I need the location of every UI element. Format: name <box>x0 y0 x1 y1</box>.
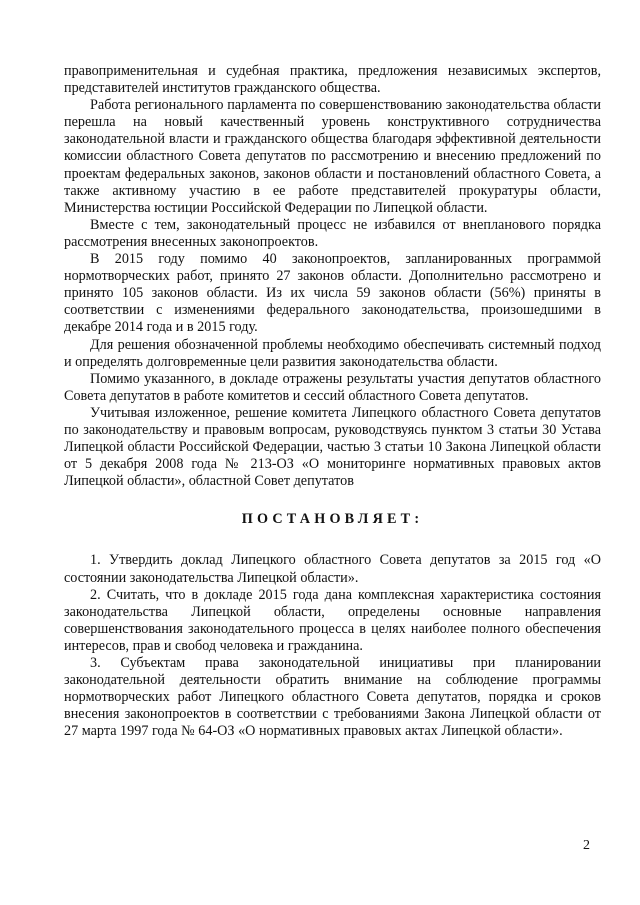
paragraph-2015-statistics: В 2015 году помимо 40 законопроектов, запланированных программой нормотворческих работ, принято 27 законов области. Дополнительно рассмотрено и принято 105 законов области. Из их числа 59 законов области (56%) приняты в соответствии с изменениями федерального законодательства, произошедшими в декабре 2014 года и в 2015 году. <box>64 251 601 336</box>
resolution-heading: ПОСТАНОВЛЯЕТ: <box>241 511 424 528</box>
paragraph-continuation: правоприменительная и судебная практика, предложения независимых экспертов, представителей институтов гражданского общества. <box>64 63 601 97</box>
paragraph-unplanned-process: Вместе с тем, законодательный процесс не избавился от внепланового порядка рассмотрения внесенных законопроектов. <box>64 216 601 250</box>
paragraph-deputies-participation: Помимо указанного, в докладе отражены результаты участия депутатов областного Совета депутатов в работе комитетов и сессий областного Совета депутатов. <box>64 370 601 404</box>
resolution-item-2: 2. Считать, что в докладе 2015 года дана комплексная характеристика состояния законодательства Липецкой области, определены основные направления совершенствования законодательного процесса в целях наиболее полного обеспечения интересов, прав и свобод человека и гражданина. <box>64 586 601 654</box>
resolution-item-3: 3. Субъектам права законодательной инициативы при планировании законодательной деятельности обратить внимание на соблюдение программы нормотворческих работ Липецкого областного Совета депутатов, порядка и сроков внесения законопроектов в соответствии с требованиями Закона Липецкой области от 27 марта 1997 года № 64-ОЗ «О нормативных правовых актах Липецкой области». <box>64 655 601 740</box>
paragraph-systemic-approach: Для решения обозначенной проблемы необходимо обеспечивать системный подход и определять долговременные цели развития законодательства области. <box>64 336 601 370</box>
paragraph-parliament-work: Работа регионального парламента по совершенствованию законодательства области перешла на новый качественный уровень конструктивного сотрудничества законодательной власти и гражданского общества благодаря эффективной деятельности комиссии областного Совета депутатов по рассмотрению и внесению предложений по проектам федеральных законов, законов области и постановлений областного Совета, а также активному участию в ее работе представителей прокуратуры области, Министерства юстиции Российской Федерации по Липецкой области. <box>64 97 601 216</box>
resolution-item-1: 1. Утвердить доклад Липецкого областного Совета депутатов за 2015 год «О состоянии законодательства Липецкой области». <box>64 552 601 586</box>
paragraph-preamble: Учитывая изложенное, решение комитета Липецкого областного Совета депутатов по законодательству и правовым вопросам, руководствуясь пунктом 3 статьи 30 Устава Липецкой области Российской Федерации, частью 3 статьи 10 Закона Липецкой области от 5 декабря 2008 года № 213-ОЗ «О мониторинге нормативных правовых актов Липецкой области», областной Совет депутатов <box>64 404 601 490</box>
page-number: 2 <box>583 838 590 853</box>
document-page <box>64 63 601 740</box>
